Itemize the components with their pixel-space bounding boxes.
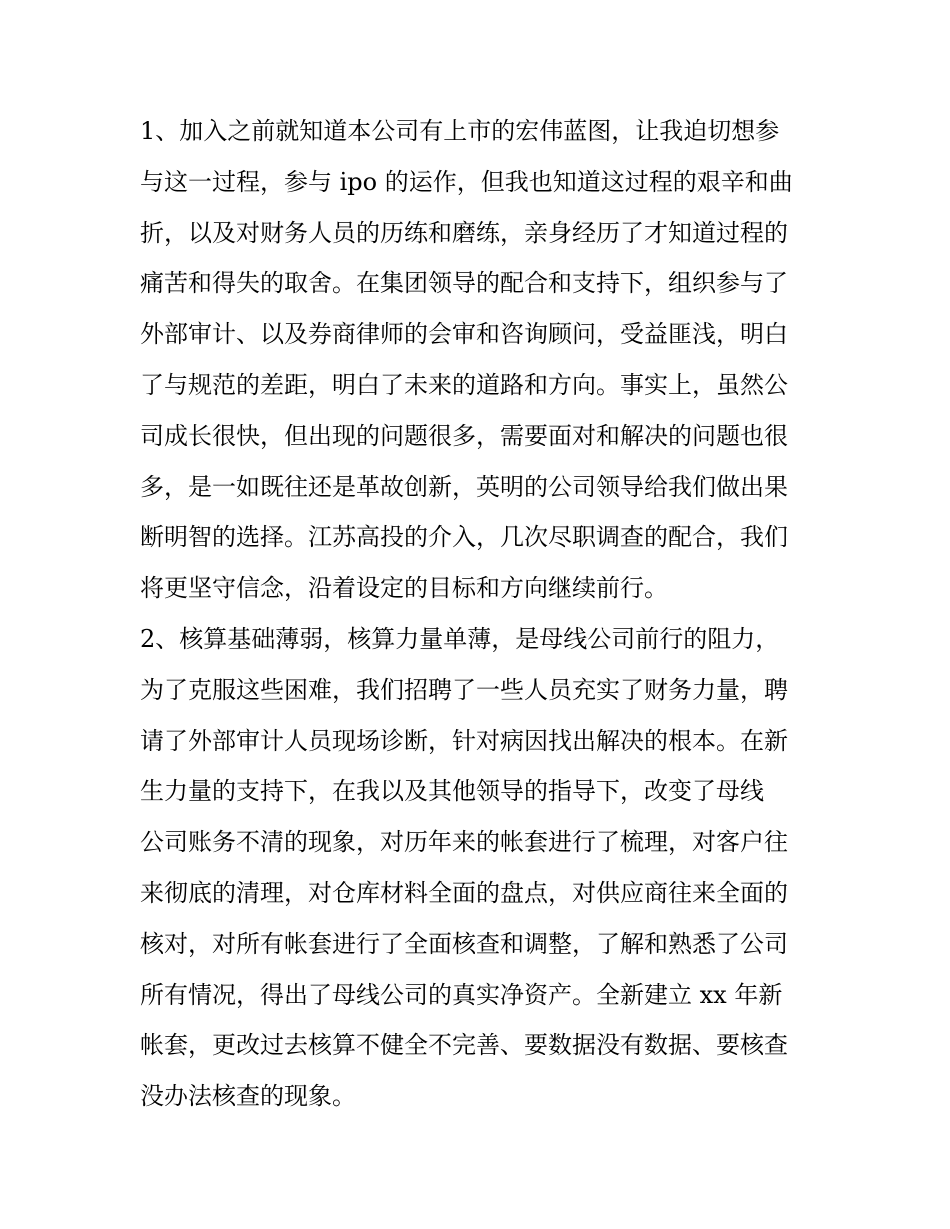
text-line-10: 将更坚守信念，沿着设定的目标和方向继续前行。: [140, 574, 668, 603]
text-line-19: 帐套，更改过去核算不健全不完善、要数据没有数据、要核查: [140, 1031, 788, 1060]
text-line-12: 为了克服这些困难，我们招聘了一些人员充实了财务力量，聘: [140, 675, 788, 704]
text-line-4: 痛苦和得失的取舍。在集团领导的配合和支持下，组织参与了: [140, 269, 788, 298]
text-line-7: 司成长很快，但出现的问题很多，需要面对和解决的问题也很: [140, 421, 788, 450]
text-line-5: 外部审计、以及券商律师的会审和咨询顾问，受益匪浅，明白: [140, 320, 788, 349]
text-line-11: 2、核算基础薄弱，核算力量单薄，是母线公司前行的阻力，: [140, 624, 780, 653]
text-line-17: 核对，对所有帐套进行了全面核查和调整，了解和熟悉了公司: [140, 929, 788, 958]
text-line-2: 与这一过程，参与 ipo 的运作，但我也知道这过程的艰辛和曲: [140, 167, 793, 196]
text-line-16: 来彻底的清理，对仓库材料全面的盘点，对供应商往来全面的: [140, 878, 788, 907]
text-line-8: 多，是一如既往还是革故创新，英明的公司领导给我们做出果: [140, 472, 788, 501]
text-line-6: 了与规范的差距，明白了未来的道路和方向。事实上，虽然公: [140, 370, 788, 399]
text-line-20: 没办法核查的现象。: [140, 1082, 356, 1111]
text-line-13: 请了外部审计人员现场诊断，针对病因找出解决的根本。在新: [140, 726, 788, 755]
text-line-18: 所有情况，得出了母线公司的真实净资产。全新建立 xx 年新: [140, 980, 783, 1009]
text-line-14: 生力量的支持下，在我以及其他领导的指导下，改变了母线: [140, 777, 764, 806]
text-line-1: 1、加入之前就知道本公司有上市的宏伟蓝图，让我迫切想参: [140, 117, 780, 145]
text-line-15: 公司账务不清的现象，对历年来的帐套进行了梳理，对客户往: [140, 828, 788, 857]
document-body: [140, 110, 820, 1126]
text-line-3: 折，以及对财务人员的历练和磨练，亲身经历了才知道过程的: [140, 218, 788, 247]
text-line-9: 断明智的选择。江苏高投的介入，几次尽职调查的配合，我们: [140, 523, 788, 552]
